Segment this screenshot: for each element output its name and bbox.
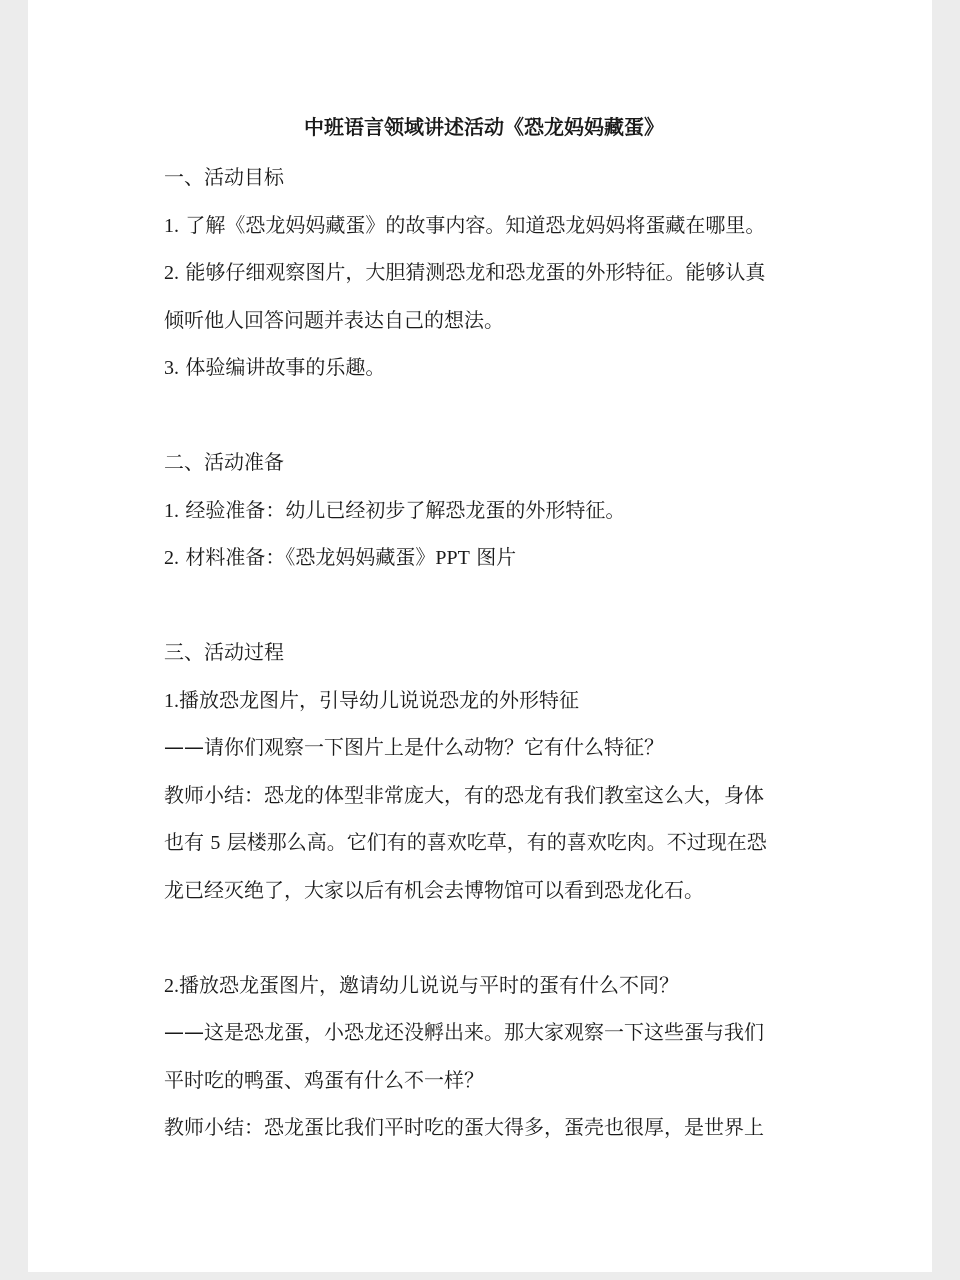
goal-item-3-number: 3. [164, 357, 179, 379]
step-1-summary-line-1: 教师小结：恐龙的体型非常庞大，有的恐龙有我们教室这么大，身体 [164, 782, 764, 807]
goal-item-3 [164, 344, 804, 392]
prep-item-2-ppt: PPT [435, 547, 470, 569]
goal-item-1-number: 1. [164, 214, 179, 237]
step-2-summary-line-1: 教师小结：恐龙蛋比我们平时吃的蛋大得多，蛋壳也很厚，是世界上 [164, 1115, 764, 1139]
goal-item-2 [164, 249, 804, 297]
goal-item-2-continued: 倾听他人回答问题并表达自己的想法。 [164, 307, 504, 332]
goal-item-1-text: 了解《恐龙妈妈藏蛋》的故事内容。知道恐龙妈妈将蛋藏在哪里。 [185, 212, 766, 237]
step-1-summary-line-2-b: 层楼那么高。它们有的喜欢吃草，有的喜欢吃肉。不过现在恐 [226, 830, 767, 854]
paragraph-spacer [164, 914, 804, 962]
goal-item-1 [164, 202, 804, 250]
step-1-summary-line-2-a: 也有 [164, 830, 204, 854]
section-heading-goals: 一、活动目标 [164, 165, 284, 189]
document-page [28, 0, 932, 1272]
step-2-question-line-1: ——这是恐龙蛋，小恐龙还没孵出来。那大家观察一下这些蛋与我们 [164, 1020, 764, 1044]
goal-item-2-number: 2. [164, 262, 179, 284]
prep-item-1-text: 经验准备：幼儿已经初步了解恐龙蛋的外形特征。 [185, 497, 626, 522]
step-2-question-line-2: 平时吃的鸭蛋、鸡蛋有什么不一样？ [164, 1067, 484, 1092]
prep-item-2-text-a: 材料准备：《恐龙妈妈藏蛋》 [185, 545, 436, 569]
step-1 [164, 677, 804, 725]
prep-item-2-number: 2. [164, 547, 179, 569]
document-body [164, 108, 804, 1152]
step-1-text: 播放恐龙图片，引导幼儿说说恐龙的外形特征 [179, 687, 579, 712]
step-1-number: 1. [164, 689, 179, 712]
prep-item-1 [164, 487, 804, 535]
document-title: 中班语言领域讲述活动《恐龙妈妈藏蛋》 [304, 115, 664, 139]
prep-item-2 [164, 534, 804, 582]
step-2-number: 2. [164, 974, 179, 997]
section-heading-process: 三、活动过程 [164, 640, 284, 664]
step-2 [164, 962, 804, 1010]
step-1-summary-floor-count: 5 [210, 832, 221, 854]
section-heading-preparation: 二、活动准备 [164, 450, 284, 474]
goal-item-2-text: 能够仔细观察图片，大胆猜测恐龙和恐龙蛋的外形特征。能够认真 [185, 260, 766, 284]
step-2-text: 播放恐龙蛋图片，邀请幼儿说说与平时的蛋有什么不同？ [179, 972, 679, 997]
paragraph-spacer [164, 392, 804, 440]
step-1-summary-line-2 [164, 819, 804, 867]
prep-item-1-number: 1. [164, 499, 179, 522]
goal-item-3-text: 体验编讲故事的乐趣。 [185, 355, 386, 379]
prep-item-2-text-c: 图片 [476, 545, 517, 569]
paragraph-spacer [164, 582, 804, 630]
step-1-summary-line-3: 龙已经灭绝了，大家以后有机会去博物馆可以看到恐龙化石。 [164, 877, 704, 902]
step-1-question: ——请你们观察一下图片上是什么动物？它有什么特征？ [164, 735, 664, 759]
